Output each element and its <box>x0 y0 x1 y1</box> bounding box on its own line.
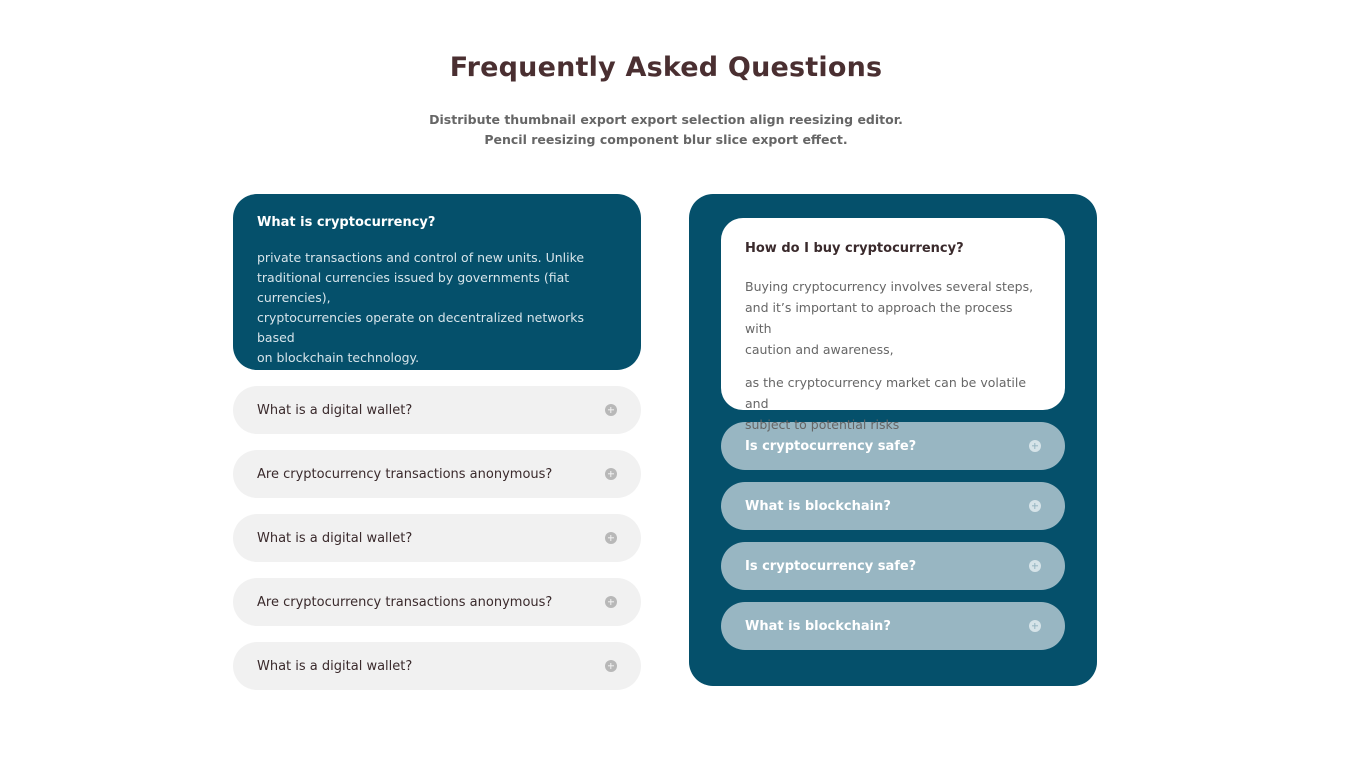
faq-item[interactable] <box>233 386 641 434</box>
faq-column-left <box>233 194 641 690</box>
faq-question[interactable]: What is cryptocurrency? <box>257 215 436 230</box>
plus-circle-icon[interactable] <box>605 596 617 608</box>
faq-item[interactable] <box>721 542 1065 590</box>
faq-item[interactable] <box>233 514 641 562</box>
answer-line: subject to potential risks <box>745 417 900 432</box>
faq-question: What is a digital wallet? <box>257 402 413 418</box>
answer-line: traditional currencies issued by governments (fiat <box>257 270 570 285</box>
faq-item-expanded[interactable] <box>721 218 1065 432</box>
faq-question: What is blockchain? <box>745 618 891 634</box>
faq-question[interactable]: How do I buy cryptocurrency? <box>745 241 964 256</box>
answer-line: as the cryptocurrency market can be volatile and <box>745 375 1027 411</box>
faq-answer-paragraph <box>745 276 1041 360</box>
faq-question: Are cryptocurrency transactions anonymous? <box>257 594 553 610</box>
answer-line: private transactions and control of new units. Unlike <box>257 250 585 265</box>
faq-item[interactable] <box>233 578 641 626</box>
faq-question: Are cryptocurrency transactions anonymous? <box>257 466 553 482</box>
faq-item[interactable] <box>233 450 641 498</box>
faq-item[interactable] <box>721 482 1065 530</box>
faq-question: Is cryptocurrency safe? <box>745 438 917 454</box>
plus-circle-icon[interactable] <box>605 404 617 416</box>
page-subtitle <box>0 110 1332 150</box>
subtitle-line: Pencil reesizing component blur slice export effect. <box>484 132 848 147</box>
faq-question: What is a digital wallet? <box>257 530 413 546</box>
answer-line: Buying cryptocurrency involves several steps, <box>745 279 1034 294</box>
faq-item-expanded[interactable] <box>233 194 641 370</box>
faq-item[interactable] <box>721 602 1065 650</box>
plus-circle-icon[interactable] <box>605 468 617 480</box>
subtitle-line: Distribute thumbnail export export selection align reesizing editor. <box>429 112 903 127</box>
page-title: Frequently Asked Questions <box>449 52 883 83</box>
faq-question: What is blockchain? <box>745 498 891 514</box>
faq-column-right <box>689 194 1097 686</box>
answer-line: cryptocurrencies operate on decentralized networks based <box>257 310 584 345</box>
answer-line: and it’s important to approach the process with <box>745 300 1013 336</box>
answer-line: currencies), <box>257 290 331 305</box>
answer-line: on blockchain technology. <box>257 350 420 365</box>
plus-circle-icon[interactable] <box>1029 620 1041 632</box>
plus-circle-icon[interactable] <box>605 660 617 672</box>
plus-circle-icon[interactable] <box>1029 440 1041 452</box>
plus-circle-icon[interactable] <box>1029 500 1041 512</box>
faq-item[interactable] <box>233 642 641 690</box>
faq-answer <box>257 248 617 368</box>
plus-circle-icon[interactable] <box>1029 560 1041 572</box>
faq-question: Is cryptocurrency safe? <box>745 558 917 574</box>
plus-circle-icon[interactable] <box>605 532 617 544</box>
faq-question: What is a digital wallet? <box>257 658 413 674</box>
answer-line: caution and awareness, <box>745 342 894 357</box>
